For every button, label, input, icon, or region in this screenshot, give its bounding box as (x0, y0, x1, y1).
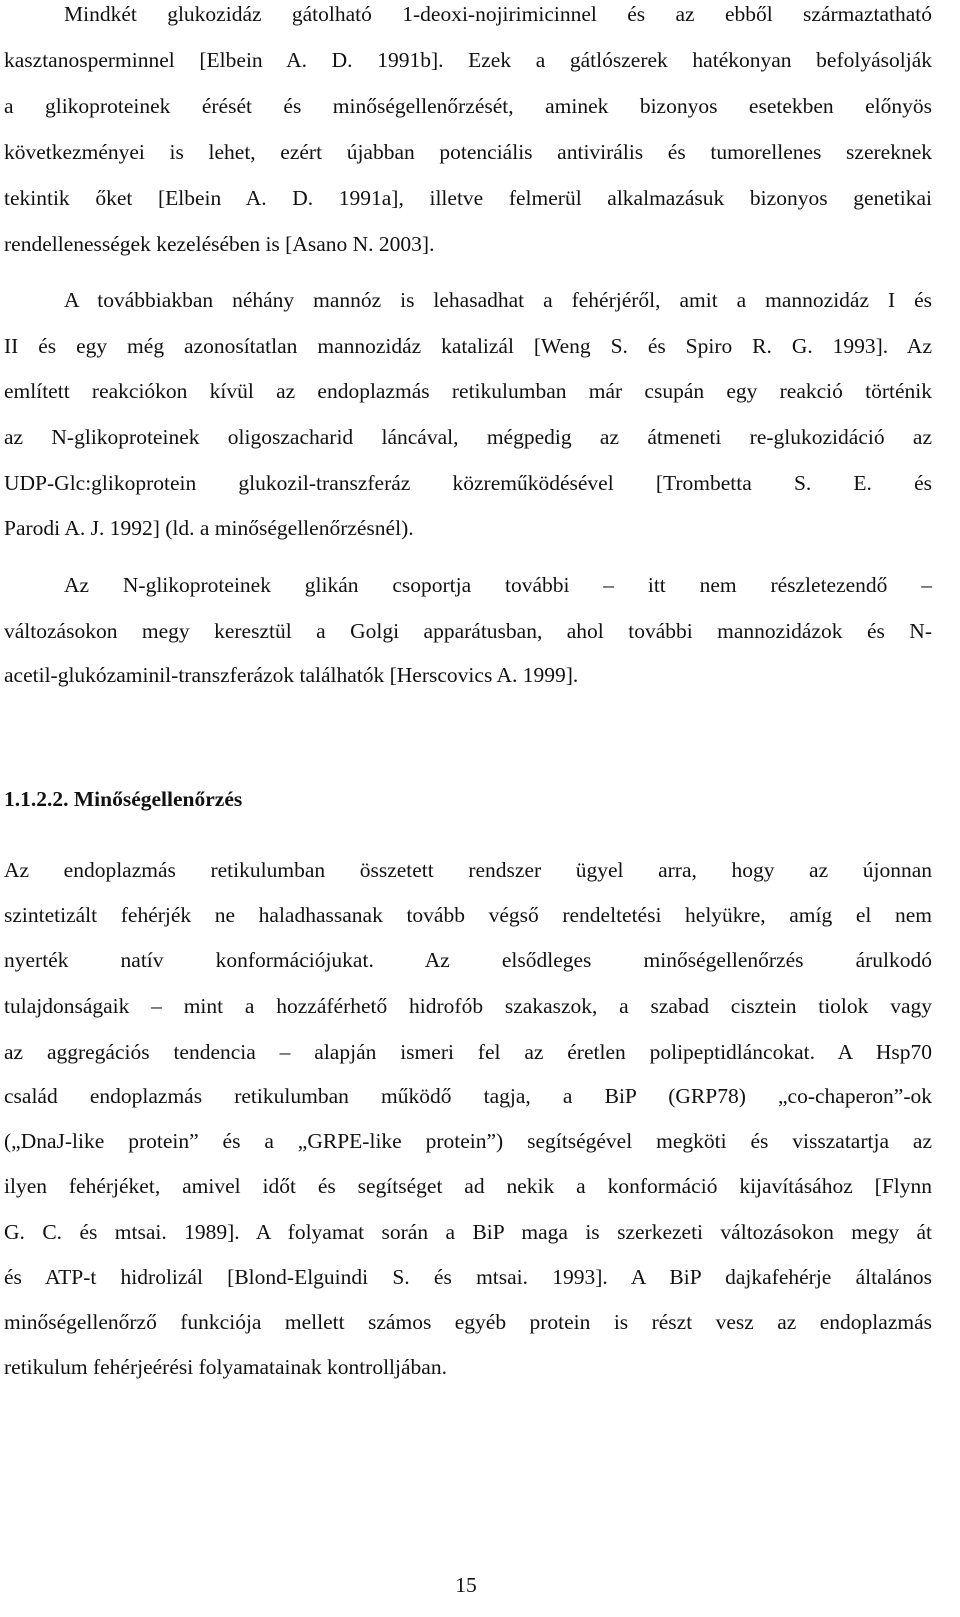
text-line: említett reakciókon kívül az endoplazmás retikulumban már csupán egy reakció történik (4, 379, 932, 403)
text-line: UDP-Glc:glikoprotein glukozil-transzferáz közreműködésével [Trombetta S. E. és (4, 471, 932, 495)
text-line: („DnaJ-like protein” és a „GRPE-like protein”) segítségével megköti és visszatartja az (4, 1129, 932, 1153)
text-line: tekintik őket [Elbein A. D. 1991a], illetve felmerül alkalmazásuk bizonyos genetikai (4, 186, 932, 210)
text-line: következményei is lehet, ezért újabban potenciális antivirális és tumorellenes szereknek (4, 140, 932, 164)
text-line: család endoplazmás retikulumban működő tagja, a BiP (GRP78) „co-chaperon”-ok (4, 1084, 932, 1108)
text-line: II és egy még azonosítatlan mannozidáz katalizál [Weng S. és Spiro R. G. 1993]. Az (4, 334, 932, 358)
text-line: Az endoplazmás retikulumban összetett rendszer ügyel arra, hogy az újonnan (4, 858, 932, 882)
page-number: 15 (455, 1573, 477, 1597)
text-line: acetil-glukózaminil-transzferázok találhatók [Herscovics A. 1999]. (4, 663, 579, 687)
text-line: szintetizált fehérjék ne haladhassanak tovább végső rendeltetési helyükre, amíg el nem (4, 903, 932, 927)
text-line: tulajdonságaik – mint a hozzáférhető hidrofób szakaszok, a szabad cisztein tiolok vagy (4, 994, 932, 1018)
text-line: kasztanosperminnel [Elbein A. D. 1991b]. Ezek a gátlószerek hatékonyan befolyásolják (4, 48, 932, 72)
text-line: az aggregációs tendencia – alapján ismeri fel az éretlen polipeptidláncokat. A Hsp70 (4, 1040, 932, 1064)
section-heading: 1.1.2.2. Minőségellenőrzés (4, 787, 243, 811)
text-line: a glikoproteinek érését és minőségellenőrzését, aminek bizonyos esetekben előnyös (4, 94, 932, 118)
text-line: Parodi A. J. 1992] (ld. a minőségellenőrzésnél). (4, 516, 414, 540)
text-line: rendellenességek kezelésében is [Asano N. 2003]. (4, 232, 435, 256)
text-line: ilyen fehérjéket, amivel időt és segítséget ad nekik a konformáció kijavításához [Flynn (4, 1174, 932, 1198)
text-line: retikulum fehérjeérési folyamatainak kontrolljában. (4, 1355, 447, 1379)
text-line: A továbbiakban néhány mannóz is lehasadhat a fehérjéről, amit a mannozidáz I és (64, 288, 932, 312)
text-line: és ATP-t hidrolizál [Blond-Elguindi S. és mtsai. 1993]. A BiP dajkafehérje általános (4, 1265, 932, 1289)
text-line: nyerték natív konformációjukat. Az elsődleges minőségellenőrzés árulkodó (4, 948, 932, 972)
text-line: Mindkét glukozidáz gátolható 1-deoxi-nojirimicinnel és az ebből származtatható (64, 2, 932, 26)
text-line: Az N-glikoproteinek glikán csoportja további – itt nem részletezendő – (64, 573, 932, 597)
text-line: az N-glikoproteinek oligoszacharid láncával, mégpedig az átmeneti re-glukozidáció az (4, 425, 932, 449)
text-line: G. C. és mtsai. 1989]. A folyamat során a BiP maga is szerkezeti változásokon megy át (4, 1220, 932, 1244)
text-line: változásokon megy keresztül a Golgi apparátusban, ahol további mannozidázok és N- (4, 619, 932, 643)
text-line: minőségellenőrző funkciója mellett számos egyéb protein is részt vesz az endoplazmás (4, 1310, 932, 1334)
